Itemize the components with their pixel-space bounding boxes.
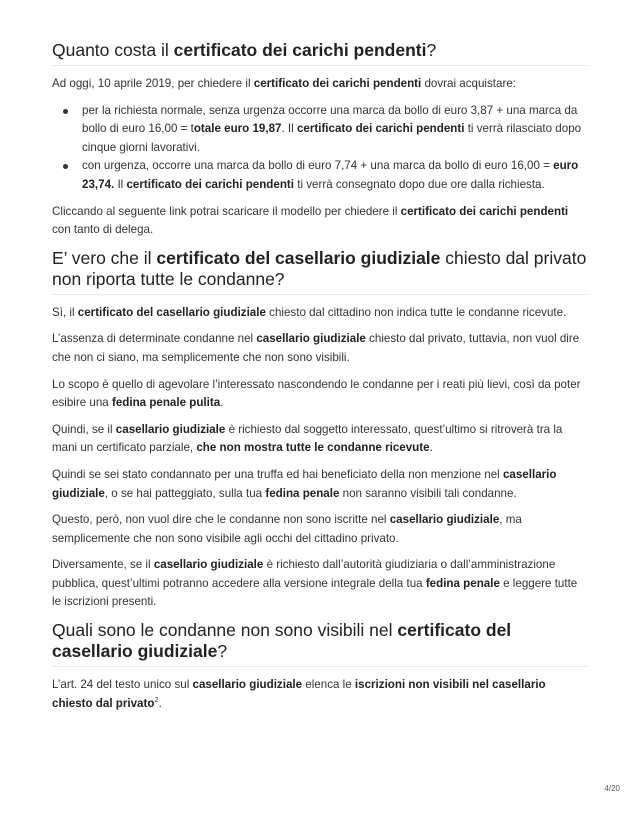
footnote-ref[interactable]: 2	[154, 694, 159, 704]
document-page	[52, 40, 587, 721]
paragraph: L’art. 24 del testo unico sul casellario giudiziale elenca le iscrizioni non visibili nel casellario chiesto dal privato$^2$.	[52, 678, 546, 710]
list-item: per la richiesta normale, senza urgenza occorre una marca da bollo di euro 3,87 + una marca da bollo di euro 16,00 = totale euro 19,87. Il certificato dei carichi pendenti ti verrà rilasciato dopo cinque giorni lavorativi.	[52, 102, 587, 158]
paragraph: L’assenza di determinate condanne nel casellario giudiziale chiesto dal privato, tuttavia, non vuol dire che non ci siano, ma semplicemente che non sono visibili.	[52, 332, 580, 364]
section-heading-casellario: E’ vero che il certificato del casellario giudiziale chiesto dal privato non riporta tutte le condanne?	[52, 248, 587, 295]
section-heading-cost: Quanto costa il certificato dei carichi pendenti?	[52, 40, 587, 66]
list-item: con urgenza, occorre una marca da bollo di euro 7,74 + una marca da bollo di euro 16,00 = euro 23,74. Il certificato dei carichi pendenti ti verrà consegnato dopo due ore dalla richiesta.	[52, 157, 587, 194]
section-heading-non-visible: Quali sono le condanne non sono visibili nel certificato del casellario giudiziale?	[52, 620, 587, 667]
cost-list	[52, 102, 587, 195]
bullet-icon	[63, 164, 68, 169]
paragraph: Quindi, se il casellario giudiziale è richiesto dal soggetto interessato, quest’ultimo si ritroverà tra la mani un certificato parziale, che non mostra tutte le condanne ricevute.	[52, 422, 563, 455]
paragraph: Lo scopo è quello di agevolare l’interessato nascondendo le condanne per i reati più lievi, così da poter esibire una fedina penale pulita.	[52, 377, 581, 410]
paragraph: Sì, il certificato del casellario giudiziale chiesto dal cittadino non indica tutte le condanne ricevute.	[52, 305, 567, 319]
download-link-paragraph: Cliccando al seguente link potrai scaricare il modello per chiedere il certificato dei carichi pendenti con tanto di delega.	[52, 204, 569, 237]
paragraph: Quindi se sei stato condannato per una truffa ed hai beneficiato della non menzione nel casellario giudiziale, o se hai patteggiato, sulla tua fedina penale non saranno visibili tali condanne.	[52, 467, 557, 500]
bullet-icon	[63, 109, 68, 114]
cost-intro: Ad oggi, 10 aprile 2019, per chiedere il certificato dei carichi pendenti dovrai acquistare:	[52, 77, 516, 90]
paragraph: Diversamente, se il casellario giudiziale è richiesto dall’autorità giudiziaria o dall’amministrazione pubblica, quest’ultimi potranno accedere alla versione integrale della tua fedina penale e leggere tutte le iscrizioni presenti.	[52, 558, 578, 609]
page-number: 4/20	[604, 784, 620, 793]
paragraph: Questo, però, non vuol dire che le condanne non sono iscritte nel casellario giudiziale, ma semplicemente che non sono visibile agli occhi del cittadino privato.	[52, 513, 522, 545]
